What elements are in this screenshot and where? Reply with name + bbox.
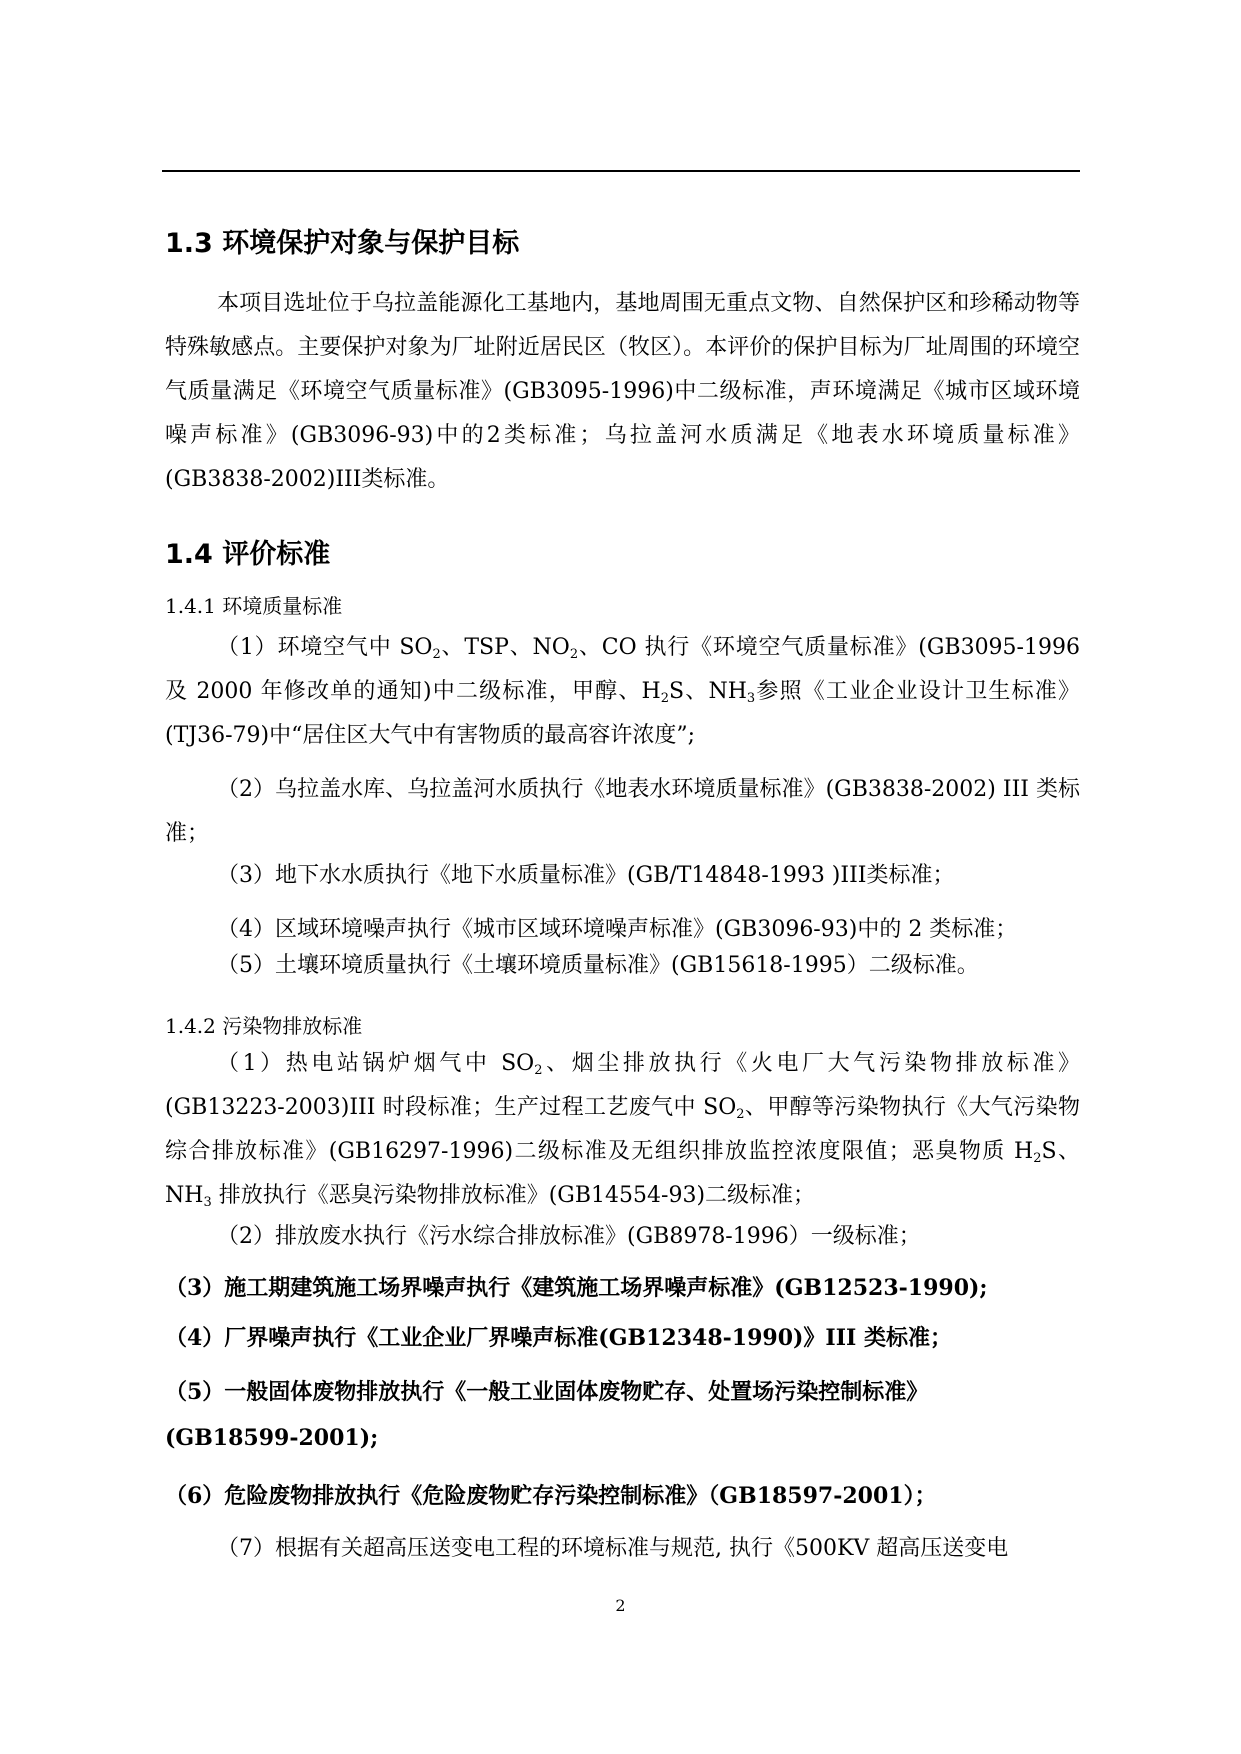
- section-1-3-title: 1.3 环境保护对象与保护目标: [165, 228, 520, 259]
- header-rule: [162, 170, 1080, 172]
- emission-item-1: [165, 1042, 1080, 1218]
- emission-item-1-text-c: 、甲醇等污染物执行《大气污染物综合排放标准》(GB16297-1996)二级标准及无组织排放监控浓度限值；恶臭物质 H: [165, 1095, 1080, 1164]
- emission-item-1-text-d: S、NH: [165, 1139, 1080, 1208]
- nh3-subscript: 3: [746, 691, 756, 706]
- nh3-subscript: 3: [203, 1195, 212, 1210]
- quality-item-2-text: （2）乌拉盖水库、乌拉盖河水质执行《地表水环境质量标准》(GB3838-2002) III 类标准；: [165, 777, 1080, 846]
- quality-item-1-text-d: S、NH: [669, 679, 747, 704]
- no2-subscript: 2: [569, 647, 579, 662]
- emission-item-1-text-b: 、烟尘排放执行《火电厂大气污染物排放标准》(GB13223-2003)III 时段标准；生产过程工艺废气中 SO: [165, 1051, 1080, 1120]
- section-1-4-title: 1.4 评价标准: [165, 539, 331, 570]
- quality-item-1: [165, 626, 1080, 758]
- emission-item-1-text-a: （1）热电站锅炉烟气中 SO: [217, 1051, 535, 1076]
- section-1-3-paragraph: 本项目选址位于乌拉盖能源化工基地内，基地周围无重点文物、自然保护区和珍稀动物等特殊敏感点。主要保护对象为厂址附近居民区（牧区）。本评价的保护目标为厂址周围的环境空气质量满足《环境空气质量标准》(GB3095-1996)中二级标准，声环境满足《城市区域环境噪声标准》(GB3096-93)中的2类标准；乌拉盖河水质满足《地表水环境质量标准》(GB3838-2002)III类标准。: [165, 291, 1080, 492]
- emission-item-3: （3）施工期建筑施工场界噪声执行《建筑施工场界噪声标准》(GB12523-1990);: [165, 1275, 988, 1301]
- quality-item-5: （5）土壤环境质量执行《土壤环境质量标准》(GB15618-1995）二级标准。: [217, 953, 979, 978]
- emission-item-1-text-e: 排放执行《恶臭污染物排放标准》(GB14554-93)二级标准；: [211, 1183, 816, 1208]
- quality-item-4: （4）区域环境噪声执行《城市区域环境噪声标准》(GB3096-93)中的 2 类标准；: [217, 917, 1018, 942]
- so2-subscript: 2: [736, 1107, 745, 1122]
- emission-item-5-line-2: (GB18599-2001);: [165, 1425, 379, 1451]
- quality-item-2: [165, 768, 1080, 856]
- emission-item-4: （4）厂界噪声执行《工业企业厂界噪声标准(GB12348-1990)》III 类标准；: [165, 1325, 952, 1351]
- so2-subscript: 2: [534, 1063, 543, 1078]
- section-1-3-body: [165, 282, 1080, 502]
- quality-item-1-text-b: 、TSP、NO: [440, 635, 570, 660]
- quality-item-3: （3）地下水水质执行《地下水质量标准》(GB/T14848-1993 )III类标准；: [217, 863, 955, 888]
- h2s-subscript: 2: [1033, 1151, 1042, 1166]
- quality-item-1-text-e: 参照《工业企业设计卫生标准》(TJ36-79)中“居住区大气中有害物质的最高容许浓度”;: [165, 679, 1080, 748]
- section-1-4-2-title: 1.4.2 污染物排放标准: [165, 1014, 363, 1038]
- quality-item-1-text-a: （1）环境空气中 SO: [217, 635, 433, 660]
- emission-item-2: （2）排放废水执行《污水综合排放标准》(GB8978-1996）一级标准；: [217, 1224, 921, 1249]
- page-number: 2: [615, 1596, 626, 1615]
- emission-item-6: （6）危险废物排放执行《危险废物贮存污染控制标准》（GB18597-2001）；: [165, 1483, 937, 1509]
- quality-item-1-text-c: 、CO 执行《环境空气质量标准》(GB3095-1996 及 2000 年修改单的通知)中二级标准，甲醇、H: [165, 635, 1080, 704]
- section-1-4-1-title: 1.4.1 环境质量标准: [165, 594, 343, 618]
- so2-subscript: 2: [432, 647, 441, 662]
- h2s-subscript: 2: [660, 691, 670, 706]
- emission-item-5-line-1: （5）一般固体废物排放执行《一般工业固体废物贮存、处置场污染控制标准》: [165, 1379, 929, 1405]
- emission-item-7: （7）根据有关超高压送变电工程的环境标准与规范, 执行《500KV 超高压送变电: [217, 1536, 1009, 1561]
